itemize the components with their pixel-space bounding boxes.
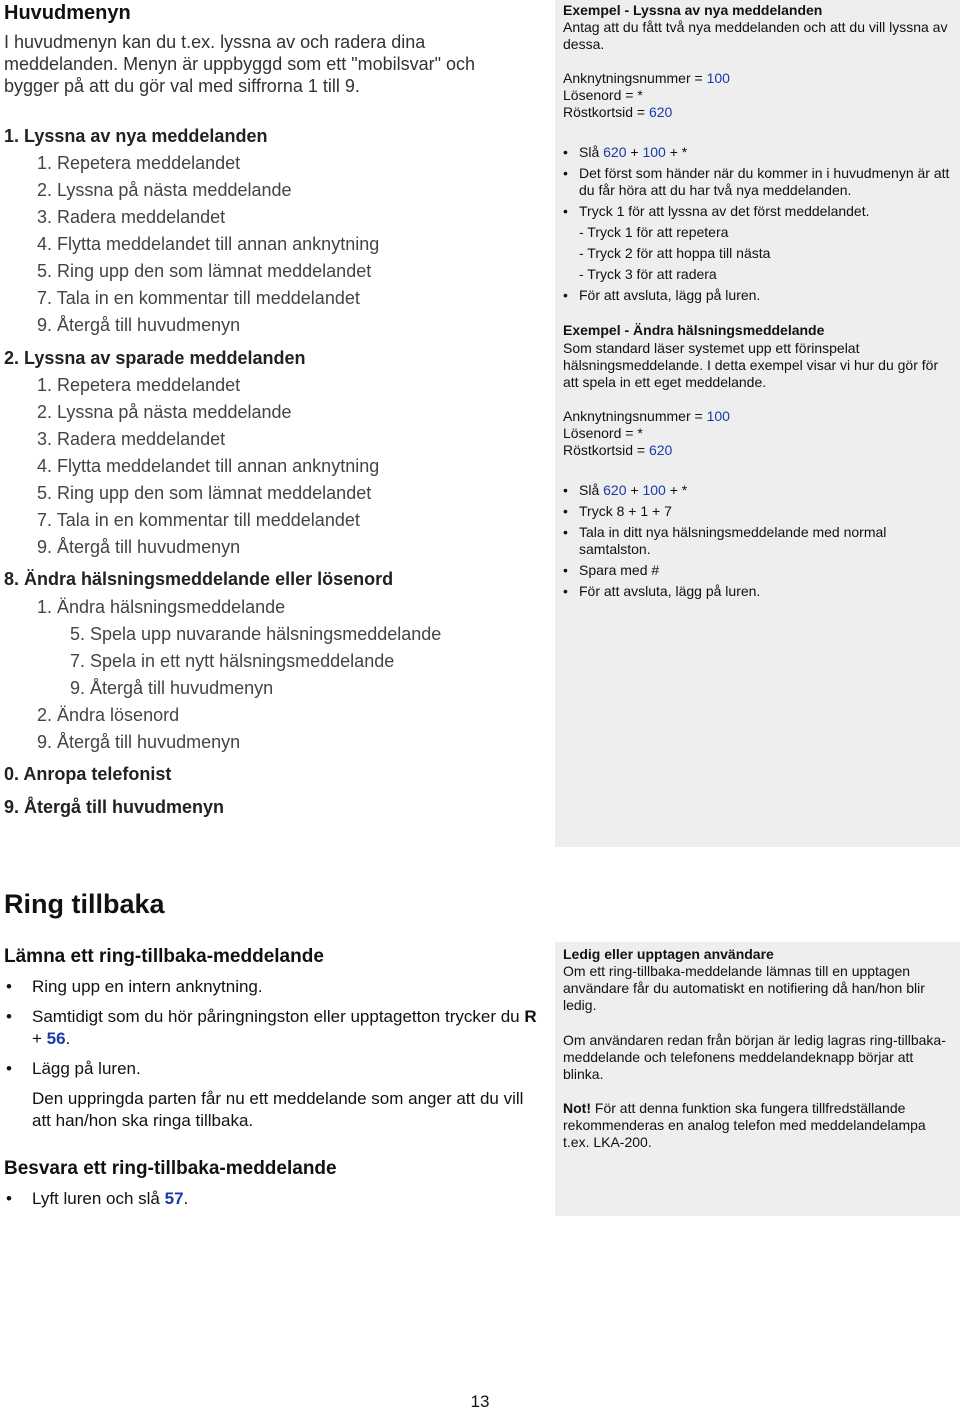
menu-item: 7. Tala in en kommentar till meddelandet <box>37 288 360 308</box>
step-item: • För att avsluta, lägg på luren. <box>563 583 953 600</box>
step-item: • Tala in ditt nya hälsningsmeddelande med normal samtalston. <box>563 524 953 558</box>
menu-list <box>37 372 379 561</box>
section-heading: 0. Anropa telefonist <box>4 764 172 784</box>
step-item: • Slå 620 + 100 + * <box>563 482 953 499</box>
menu-item: 9. Återgå till huvudmenyn <box>37 315 241 335</box>
info-title: Ledig eller upptagen användare <box>563 946 774 962</box>
note-text: För att denna funktion ska fungera tillfredställande rekommenderas en analog telefon med meddelandelampa t.ex. LKA-200. <box>563 1100 926 1150</box>
ext-value: 100 <box>706 70 730 86</box>
step-item: • Tryck 8 + 1 + 7 <box>563 503 953 520</box>
example-title: Exempel - Ändra hälsningsmeddelande <box>563 322 825 338</box>
page-title: Huvudmenyn <box>4 2 131 24</box>
page-number: 13 <box>470 1392 490 1411</box>
info-note <box>563 1100 953 1151</box>
instruction-note: Den uppringda parten får nu ett meddelande som anger att du vill att han/hon ska ringa tillbaka. <box>32 1089 524 1130</box>
step-item: • För att avsluta, lägg på luren. <box>563 287 953 304</box>
menu-list <box>37 150 379 339</box>
vm-label: Röstkortsid = <box>563 104 646 120</box>
section-heading: 2. Lyssna av sparade meddelanden <box>4 348 306 368</box>
menu-item: 1. Ändra hälsningsmeddelande <box>37 597 286 617</box>
menu-item: 3. Radera meddelandet <box>37 207 226 227</box>
intro-paragraph: I huvudmenyn kan du t.ex. lyssna av och radera dina meddelanden. Menyn är uppbyggd som ett "mobilsvar" och bygger på att du gör val med siffrorna 1 till 9. <box>4 32 476 96</box>
menu-item: 9. Återgå till huvudmenyn <box>37 732 241 752</box>
ext-label: Anknytningsnummer = <box>563 408 703 424</box>
ext-label: Anknytningsnummer = <box>563 70 703 86</box>
menu-item: 4. Flytta meddelandet till annan anknytning <box>37 234 380 254</box>
step-item: • Det först som händer när du kommer in i huvudmenyn är att du får höra att du har två nya meddelanden. <box>563 165 953 199</box>
menu-subitem: 5. Spela upp nuvarande hälsningsmeddelande <box>70 624 442 644</box>
example-title: Exempel - Lyssna av nya meddelanden <box>563 2 823 18</box>
example-steps <box>563 144 953 308</box>
vm-value: 620 <box>648 442 673 458</box>
menu-item: 2. Lyssna på nästa meddelande <box>37 180 292 200</box>
section-heading: 1. Lyssna av nya meddelanden <box>4 126 268 146</box>
instruction-list <box>4 1188 544 1218</box>
step-item: • Spara med # <box>563 562 953 579</box>
pw-label: Lösenord = * <box>563 87 643 103</box>
substep-item: - Tryck 3 för att radera <box>579 266 717 282</box>
menu-item: 5. Ring upp den som lämnat meddelandet <box>37 261 372 281</box>
section-title: Ring tillbaka <box>4 889 165 919</box>
example-description: Som standard läser systemet upp ett förinspelat hälsningsmeddelande. I detta exempel visar vi hur du gör för att spela in ett eget meddelande. <box>563 340 939 390</box>
substep-item: - Tryck 1 för att repetera <box>579 224 729 240</box>
vm-label: Röstkortsid = <box>563 442 646 458</box>
menu-item: 2. Ändra lösenord <box>37 705 180 725</box>
menu-subitem: 7. Spela in ett nytt hälsningsmeddelande <box>70 651 395 671</box>
instruction-item: • Ring upp en intern anknytning. <box>4 976 544 998</box>
vm-value: 620 <box>648 104 673 120</box>
example-steps <box>563 482 953 604</box>
example-credentials <box>563 408 953 459</box>
menu-item: 5. Ring upp den som lämnat meddelandet <box>37 483 372 503</box>
menu-item: 4. Flytta meddelandet till annan anknytning <box>37 456 380 476</box>
info-paragraph: Om användaren redan från början är ledig lagras ring-tillbaka-meddelande och telefonens meddelandeknapp börjar att blinka. <box>563 1032 946 1082</box>
subsection-heading: Besvara ett ring-tillbaka-meddelande <box>4 1158 337 1179</box>
pw-label: Lösenord = * <box>563 425 643 441</box>
menu-item: 9. Återgå till huvudmenyn <box>37 537 241 557</box>
substep-item: - Tryck 2 för att hoppa till nästa <box>579 245 771 261</box>
menu-item: 3. Radera meddelandet <box>37 429 226 449</box>
menu-item: 1. Repetera meddelandet <box>37 375 241 395</box>
section-heading: 9. Återgå till huvudmenyn <box>4 797 225 817</box>
menu-item: 7. Tala in en kommentar till meddelandet <box>37 510 360 530</box>
ext-value: 100 <box>706 408 730 424</box>
instruction-item: • Lägg på luren. <box>4 1058 544 1080</box>
instruction-list <box>4 976 544 1140</box>
step-item: • Tryck 1 för att lyssna av det först meddelandet. <box>563 203 953 220</box>
example-credentials <box>563 70 953 121</box>
menu-item: 2. Lyssna på nästa meddelande <box>37 402 292 422</box>
menu-subitem: 9. Återgå till huvudmenyn <box>70 678 274 698</box>
menu-item: 1. Repetera meddelandet <box>37 153 241 173</box>
example-description: Antag att du fått två nya meddelanden och att du vill lyssna av dessa. <box>563 19 948 52</box>
info-paragraph: Om ett ring-tillbaka-meddelande lämnas till en upptagen användare får du automatiskt en notifiering då han/hon blir ledig. <box>563 963 925 1013</box>
subsection-heading: Lämna ett ring-tillbaka-meddelande <box>4 946 324 967</box>
instruction-item: • Lyft luren och slå 57. <box>4 1188 544 1210</box>
instruction-item: • Samtidigt som du hör påringningston eller upptagetton trycker du R + 56. <box>4 1006 544 1050</box>
note-label: Not! <box>563 1100 591 1116</box>
menu-list <box>37 594 441 756</box>
section-heading: 8. Ändra hälsningsmeddelande eller lösenord <box>4 569 394 589</box>
step-item: • Slå 620 + 100 + * <box>563 144 953 161</box>
